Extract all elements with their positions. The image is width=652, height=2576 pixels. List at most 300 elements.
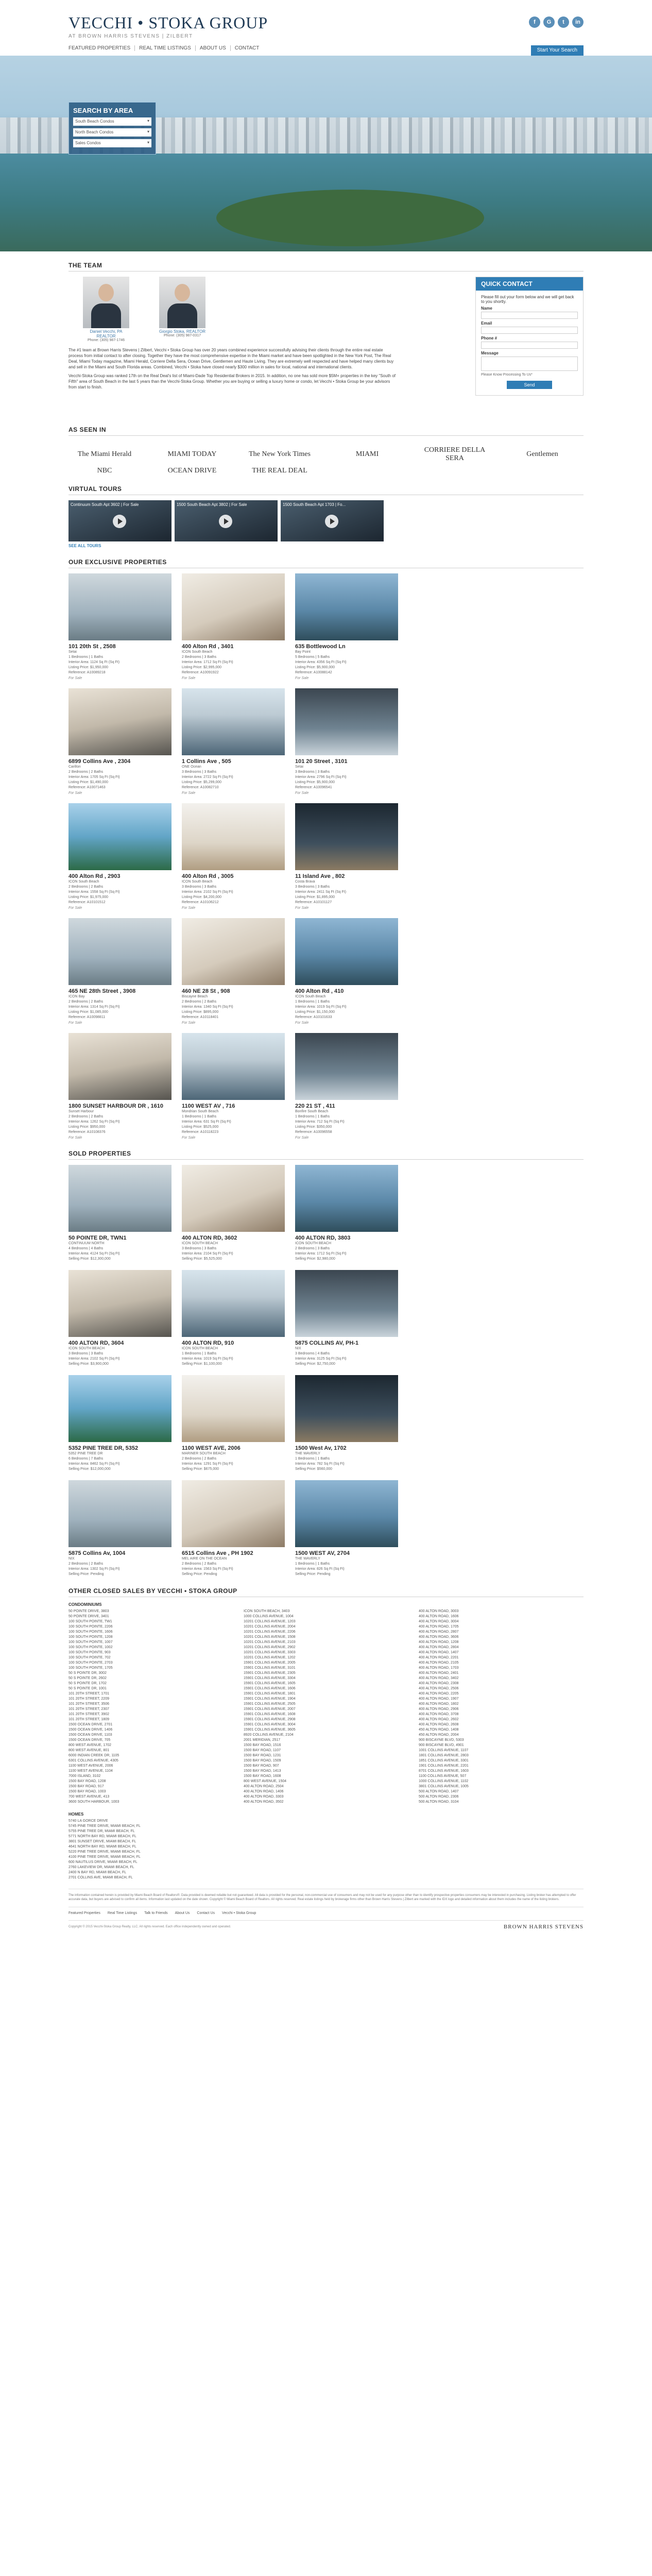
closed-sale-item: 1500 OCEAN DRIVE, 1406 — [68, 1728, 113, 1732]
closed-sale-item: 15901 COLLINS AVENUE, 2908 — [244, 1718, 296, 1721]
agent-card[interactable] — [159, 277, 205, 342]
closed-sale-item: 100 SOUTH POINTE, 1705 — [68, 1666, 113, 1670]
property-detail: Interior Area: 2411 Sq Ft (Sq Ft) — [295, 890, 347, 894]
property-title[interactable]: 400 Alton Rd , 3401 — [182, 643, 234, 650]
property-detail: 2 Bedrooms | 2 Baths — [182, 1000, 217, 1004]
status-badge: For Sale — [182, 791, 196, 795]
property-card[interactable] — [68, 688, 171, 795]
property-title[interactable]: 50 POINTE DR, TWN1 — [68, 1235, 127, 1241]
closed-sale-item: 500 ALTON ROAD, 2306 — [419, 1795, 459, 1799]
property-title[interactable]: 635 Bottlewood Ln — [295, 643, 346, 650]
closed-sale-item: 4100 PINE TREE DRIVE, MIAMI BEACH, FL — [68, 1855, 141, 1859]
property-card[interactable] — [295, 1165, 398, 1262]
closed-sales-section — [68, 1577, 584, 1880]
property-card[interactable] — [182, 1165, 285, 1262]
social-links — [529, 16, 584, 28]
property-detail: 3 Bedrooms | 3 Baths — [68, 1352, 104, 1355]
property-detail: 3 Bedrooms | 3 Baths — [182, 1247, 217, 1250]
area-select-north-beach[interactable]: North Beach Condos ▾ — [73, 128, 151, 137]
property-card[interactable] — [182, 1033, 285, 1140]
play-icon[interactable] — [325, 515, 338, 528]
property-detail: Interior Area: 2796 Sq Ft (Sq Ft) — [295, 775, 347, 779]
closed-sales-column — [419, 1602, 584, 1805]
property-photo[interactable] — [295, 1165, 398, 1232]
property-detail: MARINER SOUTH BEACH — [182, 1452, 226, 1455]
property-title[interactable]: 5875 Collins Av, 1004 — [68, 1550, 126, 1556]
email-field[interactable] — [481, 327, 578, 334]
closed-sale-item: 400 ALTON ROAD, 3004 — [419, 1620, 459, 1623]
property-card[interactable] — [68, 803, 171, 910]
brand-subtitle: AT BROWN HARRIS STEVENS | ZILBERT — [68, 33, 193, 39]
tour-title: Continuum South Apt 3602 | For Sale — [71, 502, 139, 507]
closed-sale-item: 1851 COLLINS AVENUE, 3301 — [419, 1759, 469, 1762]
property-detail: Interior Area: 2722 Sq Ft (Sq Ft) — [182, 775, 233, 779]
google-plus-icon[interactable]: G — [543, 16, 555, 28]
property-detail: Selling Price: Pending — [182, 1572, 217, 1576]
closed-sale-item: 10201 COLLINS AVENUE, 1202 — [244, 1656, 296, 1659]
mls-disclaimer: The information contained herein is provided by Miami Beach Board of Realtors®. Data provided is deemed reliable but not guaranteed. All data is provided for the personal, non-commercial use of consumers and may not be used for any purpose other than to identify prospective properties consumers may be interested in purchasing. Listing broker has attempted to offer accurate data, but buyers are advised to confirm all items. Information last updated on the date shown. Copyright © Miami Beach Board of Realtors. All rights reserved. Real estate listings held by brokerage firms other than Brown Harris Stevens | Zilbert are marked with the IDX logo and detailed information about them includes the name of the listing brokers. — [68, 1889, 584, 1902]
property-card[interactable] — [295, 1480, 398, 1577]
copyright-text: Copyright © 2015 Vecchi-Stoka Group Realty, LLC. All rights reserved. Each office independently owned and operated. — [68, 1925, 231, 1928]
property-detail: THE WAVERLY — [295, 1557, 320, 1561]
footer-link-friends[interactable]: Talk to Friends — [144, 1911, 168, 1915]
property-photo[interactable] — [68, 803, 171, 870]
footer-link-listings[interactable]: Real Time Listings — [107, 1911, 138, 1915]
property-detail: Interior Area: 1291 Sq Ft (Sq Ft) — [182, 1462, 233, 1466]
property-detail: 2 Bedrooms | 3 Baths — [182, 655, 217, 659]
property-card[interactable] — [182, 803, 285, 910]
closed-sale-item: 400 ALTON ROAD, 2308 — [419, 1682, 459, 1685]
property-detail: 2 Bedrooms | 2 Baths — [68, 770, 104, 774]
nav-contact[interactable]: CONTACT — [234, 45, 260, 51]
footer-link-featured[interactable]: Featured Properties — [68, 1911, 100, 1915]
property-detail: Selling Price: $5,525,000 — [182, 1257, 222, 1261]
property-title[interactable]: 1500 West Av, 1702 — [295, 1445, 347, 1451]
property-detail: Reference: A10106212 — [182, 901, 219, 904]
property-photo[interactable] — [295, 803, 398, 870]
status-badge: For Sale — [182, 1021, 196, 1025]
start-search-button[interactable]: Start Your Search — [531, 45, 584, 56]
closed-sale-item: 400 ALTON ROAD, 1703 — [419, 1666, 459, 1670]
property-photo[interactable] — [68, 573, 171, 640]
property-card[interactable] — [182, 918, 285, 1025]
property-title[interactable]: 5875 COLLINS AV, PH-1 — [295, 1340, 359, 1346]
property-photo[interactable] — [182, 1375, 285, 1442]
closed-sale-item: 400 ALTON ROAD, 3303 — [244, 1795, 284, 1799]
property-title[interactable]: 400 Alton Rd , 3005 — [182, 873, 234, 879]
play-icon[interactable] — [219, 515, 232, 528]
closed-sale-item: 3801 SUNSET DRIVE, MIAMI BEACH, FL — [68, 1840, 136, 1843]
closed-sale-item: 50 S POINTE DR, 3002 — [68, 1671, 107, 1675]
status-badge: For Sale — [68, 791, 82, 795]
closed-sale-item: 1500 BAY ROAD, 907 — [244, 1764, 279, 1768]
closed-sale-item: 50 S POINTE DR, 1702 — [68, 1682, 107, 1685]
property-photo[interactable] — [68, 688, 171, 755]
team-paragraph: Vecchi-Stoka Group was ranked 17th on the Real Deal's list of Miami-Dade Top Residential Brokers in 2015. In addition, no one has sold more $5M+ properties in the key "South of Fifth" area of South Beach in the last 5 years than the Vecchi-Stoka Group. Whether you are buying or selling a luxury home or condo, let Vecchi • Stoka Group be your advisors from start to finish. — [68, 374, 396, 389]
header — [0, 0, 652, 56]
phone-field[interactable] — [481, 342, 578, 349]
see-all-tours-link[interactable]: SEE ALL TOURS — [68, 544, 101, 548]
property-card[interactable] — [295, 688, 398, 795]
property-detail: Reference: A10088142 — [295, 671, 332, 674]
closed-sale-item: 2701 COLLINS AVE, MIAMI BEACH, FL — [68, 1876, 133, 1879]
closed-sale-item: 400 ALTON ROAD, 2906 — [419, 1707, 459, 1711]
linkedin-icon[interactable]: in — [572, 16, 584, 28]
property-card[interactable] — [182, 1375, 285, 1472]
property-title[interactable]: 1 Collins Ave , 505 — [182, 758, 231, 765]
property-title[interactable]: 400 ALTON RD, 3803 — [295, 1235, 351, 1241]
property-title[interactable]: 400 ALTON RD, 3604 — [68, 1340, 124, 1346]
property-photo[interactable] — [295, 1033, 398, 1100]
property-card[interactable] — [182, 573, 285, 680]
property-detail: Listing Price: $1,895,000 — [295, 895, 335, 899]
property-photo[interactable] — [68, 918, 171, 985]
property-detail: Reference: A10108376 — [68, 1130, 106, 1134]
footer-brand-logo: BROWN HARRIS STEVENS — [503, 1924, 584, 1930]
press-logo-miami: MIAMI — [355, 450, 379, 458]
closed-sale-item: 1500 BAY ROAD, 1231 — [244, 1754, 281, 1757]
property-detail: Interior Area: 1262 Sq Ft (Sq Ft) — [68, 1120, 120, 1124]
property-detail: ICON South Beach — [295, 995, 326, 998]
footer-bottom — [68, 1920, 584, 1930]
closed-sale-item: 5740 LA GORCE DRIVE — [68, 1819, 108, 1823]
property-photo[interactable] — [182, 918, 285, 985]
press-logo-gentlemen: Gentlemen — [526, 450, 558, 458]
property-photo[interactable] — [295, 1375, 398, 1442]
closed-sale-item: 1500 OCEAN DRIVE, 1103 — [68, 1733, 112, 1737]
status-badge: For Sale — [182, 1136, 196, 1140]
property-card[interactable] — [68, 1165, 171, 1262]
closed-sale-item: 100 SOUTH POINTE, 2703 — [68, 1661, 113, 1665]
property-detail: 2 Bedrooms | 2 Baths — [182, 1457, 217, 1461]
property-title[interactable]: 220 21 ST , 411 — [295, 1103, 335, 1109]
property-detail: ICON SOUTH BEACH — [68, 1347, 105, 1350]
property-detail: Selling Price: $3,900,000 — [68, 1362, 109, 1366]
property-detail: 3 Bedrooms | 3 Baths — [182, 770, 217, 774]
closed-sale-item: 400 ALTON ROAD, 2205 — [419, 1692, 459, 1696]
closed-sale-item: 400 ALTON ROAD, 1606 — [419, 1615, 459, 1618]
message-label: Message — [481, 351, 499, 355]
property-photo[interactable] — [68, 1270, 171, 1337]
property-photo[interactable] — [295, 918, 398, 985]
nav-featured-properties[interactable]: FEATURED PROPERTIES — [68, 45, 135, 51]
closed-sale-item: 600 NAUTILUS DRIVE, MIAMI BEACH, FL — [68, 1860, 138, 1864]
property-card[interactable] — [68, 1375, 171, 1472]
property-detail: Interior Area: 1340 Sq Ft (Sq Ft) — [182, 1005, 233, 1009]
closed-sale-item: 15901 COLLINS AVENUE, 3004 — [244, 1723, 296, 1726]
twitter-icon[interactable]: t — [558, 16, 569, 28]
property-detail: ONE Ocean — [182, 765, 201, 769]
press-logo-new-york-times: The New York Times — [249, 450, 311, 458]
property-detail: Selling Price: $560,000 — [295, 1467, 332, 1471]
agent-name[interactable]: Giorgio Stoka, REALTOR — [159, 329, 205, 334]
facebook-icon[interactable]: f — [529, 16, 540, 28]
closed-sale-item: 2760 LAKEVIEW DR, MIAMI BEACH, FL — [68, 1866, 134, 1869]
footer-link-contact[interactable]: Contact Us — [197, 1911, 215, 1915]
property-detail: Interior Area: 2102 Sq Ft (Sq Ft) — [182, 890, 233, 894]
property-detail: Reference: A10089218 — [68, 671, 106, 674]
property-detail: Reference: A10101633 — [295, 1015, 332, 1019]
footer-link-about[interactable]: About Us — [175, 1911, 190, 1915]
property-detail: 5 Bedrooms | 5 Baths — [295, 655, 330, 659]
property-card[interactable] — [295, 573, 398, 680]
property-title[interactable]: 6515 Collins Ave , PH 1902 — [182, 1550, 253, 1556]
property-card[interactable] — [295, 1270, 398, 1367]
property-detail: 2 Bedrooms | 3 Baths — [295, 1247, 330, 1250]
property-photo[interactable] — [182, 1270, 285, 1337]
property-detail: 5352 PINE TREE DR — [68, 1452, 103, 1455]
press-logo-corriere-della-sera: CORRIERE DELLA SERA — [424, 446, 486, 462]
team-paragraph: The #1 team at Brown Harris Stevens | Zilbert, Vecchi • Stoka Group has over 20 years combined experience successfully advising their clients through the entire real estate process from initial contact to after closing. Together they have the most comprehensive expertise in the Miami market and have been spotlighted in the New York Post, The Real Deal, Miami Today magazine, Miami Herald, Corriere Della Sera, Ocean Drive, Gentlemen and Haute Living. They are extremely well respected and have helped many clients buy and sell in the Miami and South Florida areas. Combined, Vecchi • Stoka have closed nearly $300 million in sales for local, national and international clients. — [68, 348, 394, 369]
property-photo[interactable] — [295, 1270, 398, 1337]
closed-sale-item: 8701 COLLINS AVENUE, 1603 — [419, 1769, 469, 1773]
property-card[interactable] — [68, 1480, 171, 1577]
property-title[interactable]: 400 Alton Rd , 2903 — [68, 873, 121, 879]
property-detail: Selling Price: Pending — [68, 1572, 104, 1576]
footer-link-group[interactable]: Vecchi • Stoka Group — [222, 1911, 256, 1915]
property-card[interactable] — [182, 688, 285, 795]
closed-sale-item: 4641 NORTH BAY RD, MIAMI BEACH, FL — [68, 1845, 136, 1849]
nav-about-us[interactable]: ABOUT US — [196, 45, 231, 51]
property-photo[interactable] — [68, 1375, 171, 1442]
closed-sale-item: 15901 COLLINS AVENUE, 1801 — [244, 1692, 296, 1696]
property-card[interactable] — [295, 1033, 398, 1140]
property-detail: Interior Area: 1712 Sq Ft (Sq Ft) — [295, 1252, 347, 1256]
closed-sale-item: 15901 COLLINS AVENUE, 3605 — [244, 1728, 296, 1732]
closed-sale-item: 400 ALTON ROAD, 2602 — [419, 1718, 459, 1721]
closed-sale-item: 101 20TH STREET, 2307 — [68, 1707, 109, 1711]
property-card[interactable] — [295, 803, 398, 910]
closed-sale-item: 3801 COLLINS AVENUE, 1005 — [419, 1785, 469, 1788]
closed-sale-item: 400 ALTON ROAD, 2105 — [419, 1661, 459, 1665]
closed-sale-item: 50 S POINTE DR, 2602 — [68, 1676, 107, 1680]
property-detail: THE WAVERLY — [295, 1452, 320, 1455]
property-photo[interactable] — [68, 1480, 171, 1547]
property-card[interactable] — [182, 1270, 285, 1367]
property-title[interactable]: 101 20th St , 2508 — [68, 643, 116, 650]
closed-sale-item: 8920 COLLINS AVENUE, 2104 — [244, 1733, 294, 1737]
closed-sale-item: 101 20TH STREET, 3902 — [68, 1713, 109, 1716]
property-detail: Listing Price: $2,995,000 — [182, 666, 222, 669]
property-detail: Listing Price: $1,950,000 — [68, 666, 109, 669]
closed-sale-item: 15901 COLLINS AVENUE, 2005 — [244, 1661, 296, 1665]
closed-sale-item: 400 ALTON ROAD, 3003 — [419, 1609, 459, 1613]
property-detail: MEL AIRE ON THE OCEAN — [182, 1557, 227, 1561]
closed-sale-item: 400 ALTON ROAD, 2807 — [419, 1630, 459, 1634]
property-detail: 1 Bedrooms | 1 Baths — [295, 1000, 330, 1004]
closed-sale-item: 400 ALTON ROAD, 3708 — [419, 1713, 459, 1716]
send-button[interactable]: Send — [507, 381, 552, 389]
property-title[interactable]: 5352 PINE TREE DR, 5352 — [68, 1445, 139, 1451]
agent-phone: Phone: (305) 987-0317 — [164, 334, 201, 337]
property-card[interactable] — [68, 573, 171, 680]
brand-logo[interactable] — [68, 13, 268, 39]
property-card[interactable] — [68, 1033, 171, 1140]
property-detail: Selling Price: $2,980,000 — [295, 1257, 335, 1261]
closed-sale-item: 50 S POINTE DR, 1001 — [68, 1687, 107, 1690]
email-label: Email — [481, 321, 492, 326]
property-title[interactable]: 400 ALTON RD, 910 — [182, 1340, 234, 1346]
property-title[interactable]: 1100 WEST AV , 716 — [182, 1103, 235, 1109]
agent-card[interactable] — [83, 277, 129, 342]
property-detail: Interior Area: 1712 Sq Ft (Sq Ft) — [182, 660, 233, 664]
property-title[interactable]: 400 Alton Rd , 410 — [295, 988, 344, 994]
property-photo[interactable] — [182, 1480, 285, 1547]
property-title[interactable]: 400 ALTON RD, 3602 — [182, 1235, 237, 1241]
closed-sale-item: 1500 BAY ROAD, 1516 — [244, 1743, 281, 1747]
closed-sale-item: 400 ALTON ROAD, 2504 — [244, 1785, 284, 1788]
closed-sale-item: 900 BISCAYNE BLVD, 5303 — [419, 1738, 464, 1742]
closed-sale-item: 400 ALTON ROAD, 1208 — [419, 1640, 459, 1644]
closed-sale-item: 400 ALTON ROAD, 1907 — [419, 1697, 459, 1701]
property-photo[interactable] — [182, 1165, 285, 1232]
property-photo[interactable] — [182, 688, 285, 755]
property-detail: Interior Area: 8462 Sq Ft (Sq Ft) — [68, 1462, 120, 1466]
property-detail: Reference: A10096541 — [295, 786, 332, 789]
status-badge: For Sale — [295, 791, 309, 795]
closed-sale-item: 15901 COLLINS AVENUE, 3304 — [244, 1676, 296, 1680]
closed-sale-item: 15901 COLLINS AVENUE, 1904 — [244, 1697, 296, 1701]
play-icon[interactable] — [113, 515, 126, 528]
property-detail: ICON South Beach — [182, 650, 213, 654]
closed-sale-item: 100 SOUTH POINTE, 1007 — [68, 1640, 113, 1644]
team-section — [68, 251, 584, 416]
property-title[interactable]: 1800 SUNSET HARBOUR DR , 1610 — [68, 1103, 164, 1109]
property-title[interactable]: 101 20 Street , 3101 — [295, 758, 348, 765]
property-detail: Reference: A10118401 — [182, 1015, 219, 1019]
property-title[interactable]: 1500 WEST AV, 2704 — [295, 1550, 350, 1556]
property-photo[interactable] — [295, 573, 398, 640]
area-select-south-beach[interactable]: South Beach Condos ▾ — [73, 117, 151, 126]
property-detail: Interior Area: 2102 Sq Ft (Sq Ft) — [68, 1357, 120, 1361]
tour-video[interactable] — [175, 500, 278, 541]
quick-contact-title: QUICK CONTACT — [476, 277, 583, 291]
as-seen-in-section — [68, 416, 584, 475]
property-detail: Interior Area: 1314 Sq Ft (Sq Ft) — [68, 1005, 120, 1009]
property-detail: ICON South Beach — [68, 880, 99, 884]
closed-sale-item: 1500 BAY ROAD, 917 — [68, 1785, 104, 1788]
property-card[interactable] — [182, 1480, 285, 1577]
property-detail: NIX — [295, 1347, 301, 1350]
team-title: THE TEAM — [68, 262, 584, 272]
closed-sale-item: 800 WEST AVENUE, 801 — [68, 1749, 110, 1752]
virtual-tours-title: VIRTUAL TOURS — [68, 485, 584, 495]
property-title[interactable]: 6899 Collins Ave , 2304 — [68, 758, 131, 765]
property-detail: Listing Price: $950,000 — [68, 1125, 106, 1129]
property-title[interactable]: 460 NE 28 St , 908 — [182, 988, 230, 994]
property-detail: Listing Price: $4,200,000 — [182, 895, 222, 899]
status-badge: For Sale — [295, 1136, 309, 1140]
closed-sale-item: 15901 COLLINS AVENUE, 3101 — [244, 1666, 296, 1670]
agent-name[interactable]: Daniel Vecchi, PA REALTOR — [90, 329, 123, 338]
closed-sale-item: 10201 COLLINS AVENUE, 2902 — [244, 1646, 296, 1649]
closed-sale-item: 400 ALTON ROAD, 2608 — [419, 1723, 459, 1726]
closed-sale-item: 400 ALTON ROAD, 2506 — [419, 1687, 459, 1690]
property-detail: 1 Bedrooms | 1 Baths — [182, 1352, 217, 1355]
property-detail: Bonfire South Beach — [295, 1110, 329, 1113]
virtual-tours-section — [68, 475, 584, 548]
property-detail: 3 Bedrooms | 4 Baths — [295, 1352, 330, 1355]
closed-sale-item: 1001 COLLINS AVENUE, 1107 — [419, 1749, 469, 1752]
property-detail: Selling Price: $2,750,000 — [295, 1362, 335, 1366]
closed-sale-item: 5745 PINE TREE DRIVE, MIAMI BEACH, FL — [68, 1824, 141, 1828]
closed-sale-item: 15901 COLLINS AVENUE, 1608 — [244, 1713, 296, 1716]
property-detail: Listing Price: $1,085,000 — [68, 1010, 109, 1014]
property-detail: Reference: A10091922 — [182, 671, 219, 674]
property-detail: 2 Bedrooms | 2 Baths — [68, 885, 104, 889]
property-photo[interactable] — [68, 1033, 171, 1100]
closed-sale-item: 10201 COLLINS AVENUE, 2103 — [244, 1640, 296, 1644]
property-photo[interactable] — [295, 688, 398, 755]
closed-sales-column — [68, 1602, 233, 1805]
property-title[interactable]: 1100 WEST AVE, 2006 — [182, 1445, 241, 1451]
property-photo[interactable] — [182, 803, 285, 870]
tour-video[interactable] — [281, 500, 384, 541]
property-photo[interactable] — [182, 573, 285, 640]
property-detail: Interior Area: 782 Sq Ft (Sq Ft) — [295, 1462, 345, 1466]
closed-sales-title: OTHER CLOSED SALES BY VECCHI • STOKA GROUP — [68, 1587, 584, 1597]
property-detail: Interior Area: 4356 Sq Ft (Sq Ft) — [295, 660, 347, 664]
property-detail: NIX — [68, 1557, 75, 1561]
closed-sale-item: 5220 PINE TREE DRIVE, MIAMI BEACH, FL — [68, 1850, 141, 1854]
property-detail: Carillon — [68, 765, 81, 769]
closed-homes-column — [68, 1812, 233, 1880]
property-detail: ICON SOUTH BEACH — [182, 1242, 218, 1245]
property-detail: 2 Bedrooms | 2 Baths — [68, 1000, 104, 1004]
closed-sale-item: 15901 COLLINS AVENUE, 2305 — [244, 1671, 296, 1675]
property-photo[interactable] — [295, 1480, 398, 1547]
closed-sale-item: 1500 BAY ROAD, 1509 — [244, 1759, 281, 1762]
property-card[interactable] — [295, 1375, 398, 1472]
property-detail: Selling Price: $1,100,000 — [182, 1362, 222, 1366]
property-detail: Reference: A10098811 — [68, 1015, 106, 1019]
status-badge: For Sale — [182, 676, 196, 680]
property-detail: 2 Bedrooms | 2 Baths — [68, 1562, 104, 1566]
closed-sale-item: 1901 COLLINS AVENUE, 2201 — [419, 1764, 469, 1768]
property-detail: Listing Price: $5,299,000 — [182, 781, 222, 784]
property-photo[interactable] — [68, 1165, 171, 1232]
nav-real-time-listings[interactable]: REAL TIME LISTINGS — [135, 45, 196, 51]
property-detail: ICON Bay — [68, 995, 85, 998]
property-title[interactable]: 465 NE 28th Street , 3908 — [68, 988, 136, 994]
property-card[interactable] — [295, 918, 398, 1025]
closed-sale-item: 101 20TH STREET, 1809 — [68, 1718, 109, 1721]
property-detail: 6 Bedrooms | 7 Baths — [68, 1457, 104, 1461]
property-card[interactable] — [68, 1270, 171, 1367]
condominiums-header: CONDOMINIUMS — [68, 1602, 102, 1607]
name-label: Name — [481, 306, 492, 311]
property-detail: Listing Price: $525,000 — [182, 1125, 219, 1129]
closed-sale-item: 50 POINTE DRIVE, 3401 — [68, 1615, 109, 1618]
closed-sale-item: 1500 OCEAN DRIVE, 705 — [68, 1738, 111, 1742]
sold-properties-title: SOLD PROPERTIES — [68, 1150, 584, 1160]
property-detail: Interior Area: 3125 Sq Ft (Sq Ft) — [295, 1357, 347, 1361]
message-field[interactable] — [481, 357, 578, 371]
area-select-sales[interactable]: Sales Condos ▾ — [73, 139, 151, 147]
property-photo[interactable] — [182, 1033, 285, 1100]
property-detail: 1 Bedrooms | 1 Baths — [295, 1457, 330, 1461]
property-card[interactable] — [68, 918, 171, 1025]
closed-sale-item: 100 SOUTH POINTE, 1002 — [68, 1646, 113, 1649]
tour-video[interactable] — [68, 500, 171, 541]
exclusive-grid — [68, 573, 584, 1140]
consent-checkbox[interactable]: Please Know Processing To Us* — [481, 373, 533, 377]
closed-sale-item: 10201 COLLINS AVENUE, 2004 — [244, 1625, 296, 1629]
property-detail: Interior Area: 1705 Sq Ft (Sq Ft) — [68, 775, 120, 779]
property-title[interactable]: 11 Island Ave , 802 — [295, 873, 345, 879]
name-field[interactable] — [481, 312, 578, 319]
property-detail: CONTINUUM NORTH — [68, 1242, 105, 1245]
